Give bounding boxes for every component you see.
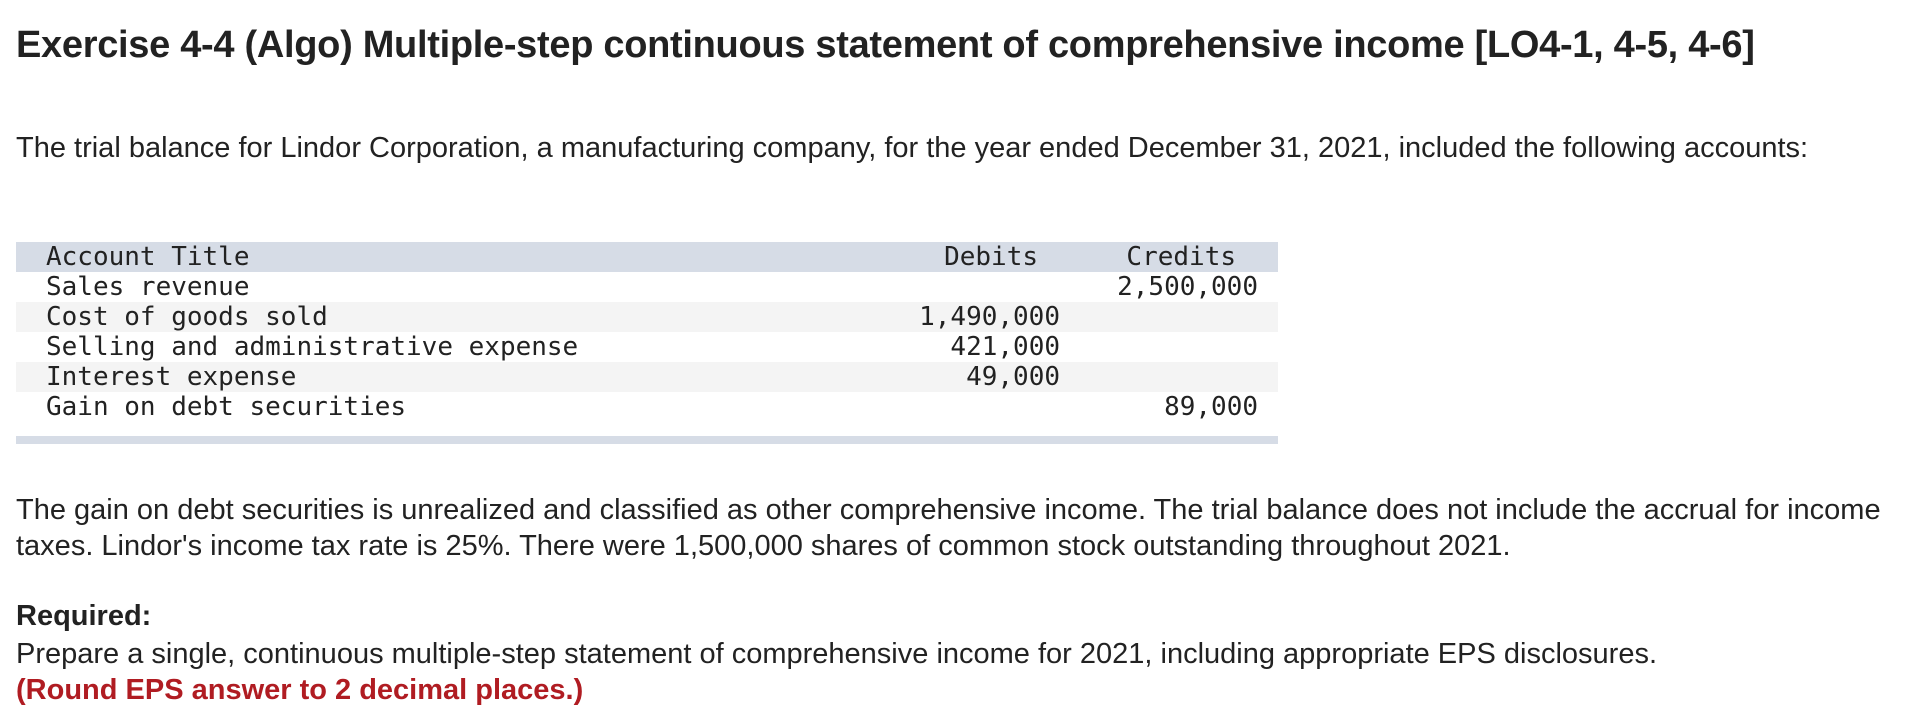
account-name: Cost of goods sold xyxy=(46,302,328,332)
required-instructions: Prepare a single, continuous multiple-step statement of comprehensive income for 2021, including appropriate EPS disclosures. xyxy=(16,638,1658,670)
account-name: Gain on debt securities xyxy=(46,392,407,422)
table-footer-rule xyxy=(16,436,1278,444)
header-credits: Credits xyxy=(1126,242,1236,272)
table-row xyxy=(16,272,1278,302)
exercise-title: Exercise 4-4 (Algo) Multiple-step continuous statement of comprehensive income [LO4-1, 4-5, 4-6] xyxy=(16,24,1755,66)
rounding-note: (Round EPS answer to 2 decimal places.) xyxy=(16,674,584,706)
table-header-row xyxy=(16,242,1278,272)
account-name: Selling and administrative expense xyxy=(46,332,579,362)
table-row xyxy=(16,302,1278,332)
credit-value: 89,000 xyxy=(1164,392,1258,422)
account-name: Sales revenue xyxy=(46,272,250,302)
table-row xyxy=(16,392,1278,422)
debit-value: 49,000 xyxy=(966,362,1060,392)
account-name: Interest expense xyxy=(46,362,297,392)
description-paragraph: The gain on debt securities is unrealized and classified as other comprehensive income. The trial balance does not include the accrual for income taxes. Lindor's income tax rate is 25%. There were 1,500,000 shares of common stock outstanding throughout 2021. xyxy=(16,494,1881,562)
table-row xyxy=(16,332,1278,362)
credit-value: 2,500,000 xyxy=(1117,272,1258,302)
debit-value: 421,000 xyxy=(950,332,1060,362)
table-spacer xyxy=(16,422,1278,436)
intro-paragraph: The trial balance for Lindor Corporation, a manufacturing company, for the year ended December 31, 2021, included the following accounts: xyxy=(16,132,1809,164)
header-debits: Debits xyxy=(944,242,1038,272)
table-row xyxy=(16,362,1278,392)
trial-balance-table xyxy=(16,242,1278,444)
header-account-title: Account Title xyxy=(46,242,250,272)
debit-value: 1,490,000 xyxy=(919,302,1060,332)
required-label: Required: xyxy=(16,600,152,632)
